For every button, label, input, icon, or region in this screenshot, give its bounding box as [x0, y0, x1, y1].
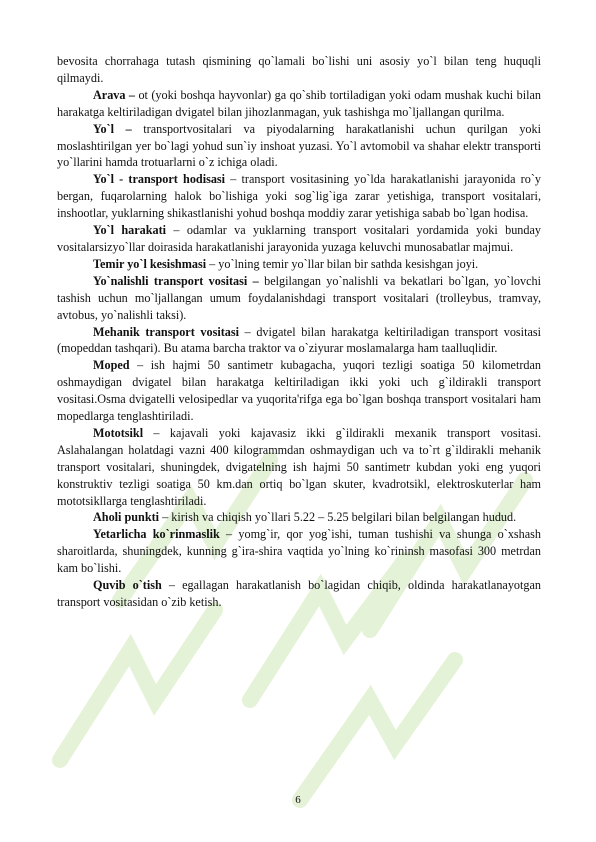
definition-yonalishli-transport	[57, 273, 541, 324]
term: Quvib o`tish	[93, 578, 162, 593]
definition-yol-transport-hodisasi	[57, 171, 541, 222]
term: Aholi punkti	[93, 510, 160, 525]
term: Mehanik transport vositasi	[93, 324, 239, 339]
definition-yol	[57, 121, 541, 172]
definition-text: – yomg`ir, qor yog`ishi, tuman tushishi va shunga o`xshash sharoitlarda, shuningdek, kunning g`ira-shira vaqtida yo`lning ko`rininsh masofasi 300 metrdan kam bo`lishi.	[57, 527, 541, 576]
term: Yo`l –	[93, 121, 132, 136]
definition-text: – ish hajmi 50 santimetr kubagacha, yuqori tezligi soatiga 50 kilometrdan oshmaydigan dvigatel bilan harakatga keltiriladigan ikki yoki uch g`ildirakli transport vositasi.Osma dvigatelli velosipedlar va yuqorita'rifga ega bo`lgan boshqa transport vositalari ham mopedlarga tenglashtiriladi.	[57, 358, 541, 424]
term: Mototsikl	[93, 425, 144, 440]
definition-text: – odamlar va yuklarning transport vositalari yordamida yoki bunday vositalarsizyo`llar doirasida harakatlanishi jarayonida yuzaga keluvchi munosabatlar majmui.	[57, 223, 541, 254]
definition-text: ot (yoki boshqa hayvonlar) ga qo`shib tortiladigan yoki odam mushak kuchi bilan harakatga keltiriladigan dvigatel bilan jihozlanmagan, yuk tashishga mo`ljallangan qurilma.	[57, 87, 541, 119]
paragraph	[57, 53, 541, 87]
definition-text: – kirish va chiqish yo`llari 5.22 – 5.25 belgilari bilan belgilangan hudud.	[159, 510, 517, 525]
term: Arava –	[93, 87, 136, 102]
definition-text: – transport vositasining yo`lda harakatlanishi jarayonida ro`y bergan, fuqarolarning halok bo`lishiga yoki sog`lig`iga zarar yetishiga, transport vositalari, inshootlar, yuklarning shikastlanishi yohud boshqa moddiy zarar yetishiga sabab bo`lgan hodisa.	[57, 172, 541, 221]
definition-yetarlicha-korinmaslik	[57, 526, 541, 577]
term: Moped	[93, 358, 130, 373]
page-number: 6	[295, 794, 301, 806]
term: Yo`l - transport hodisasi	[93, 172, 226, 187]
definition-text: – kajavali yoki kajavasiz ikki g`ildirakli mexanik transport vositasi. Aslahalangan holatdagi vazni 400 kilogrammdan oshmaydigan uch va to`rt g`ildirakli mehanik transport vositalari, shuningdek, dvigatelning ish hajmi 50 santimetr kubdan yoki eng yuqori konstruktiv tezligi soatiga 50 km.dan ortiq bo`lgan skuter, kvadrotsikl, elektroskuterlar ham mototsikllarga tenglashtiriladi.	[57, 425, 541, 508]
definition-quvib-otish	[57, 577, 541, 611]
term: Yo`nalishli transport vositasi –	[93, 273, 259, 288]
definition-text: bevosita chorrahaga tutash qismining qo`lamali bo`lishi uni asosiy yo`l bilan teng huquqli qilmaydi.	[57, 54, 541, 85]
definition-yol-harakati	[57, 222, 541, 256]
definition-text: – yo`lning temir yo`llar bilan bir sathda kesishgan joyi.	[206, 256, 479, 271]
document-body	[57, 53, 541, 611]
term: Temir yo`l kesishmasi	[93, 256, 207, 271]
definition-mototsikl	[57, 425, 541, 510]
definition-temir-yol-kesishmasi	[57, 256, 541, 273]
term: Yo`l harakati	[93, 223, 167, 238]
definition-text: – dvigatel bilan harakatga keltiriladigan transport vositasi (mopeddan tashqari). Bu atama barcha traktor va o`ziyurar moslamalarga ham taalluqlidir.	[57, 324, 541, 356]
definition-aholi-punkti	[57, 509, 541, 526]
definition-arava	[57, 87, 541, 121]
definition-text: transportvositalari va piyodalarning harakatlanishi uchun qurilgan yoki moslashtirilgan yer bo`lagi yohud sun`iy inshoat yuzasi. Yo`l avtomobil va shahar elektr transporti yo`llarini hamda trotuarlarni o`z ichiga oladi.	[57, 121, 541, 170]
definition-text: – egallagan harakatlanish bo`lagidan chiqib, oldinda harakatlanayotgan transport vositasidan o`zib ketish.	[57, 578, 541, 609]
definition-text: belgilangan yo`nalishli va bekatlari bo`lgan, yo`lovchi tashish uchun mo`ljallangan umum foydalanishdagi transport vositalari (trolleybus, tramvay, avtobus, yo`nalishli taksi).	[57, 273, 541, 322]
definition-mehanik-transport	[57, 324, 541, 358]
term: Yetarlicha ko`rinmaslik	[93, 527, 220, 542]
definition-moped	[57, 357, 541, 425]
